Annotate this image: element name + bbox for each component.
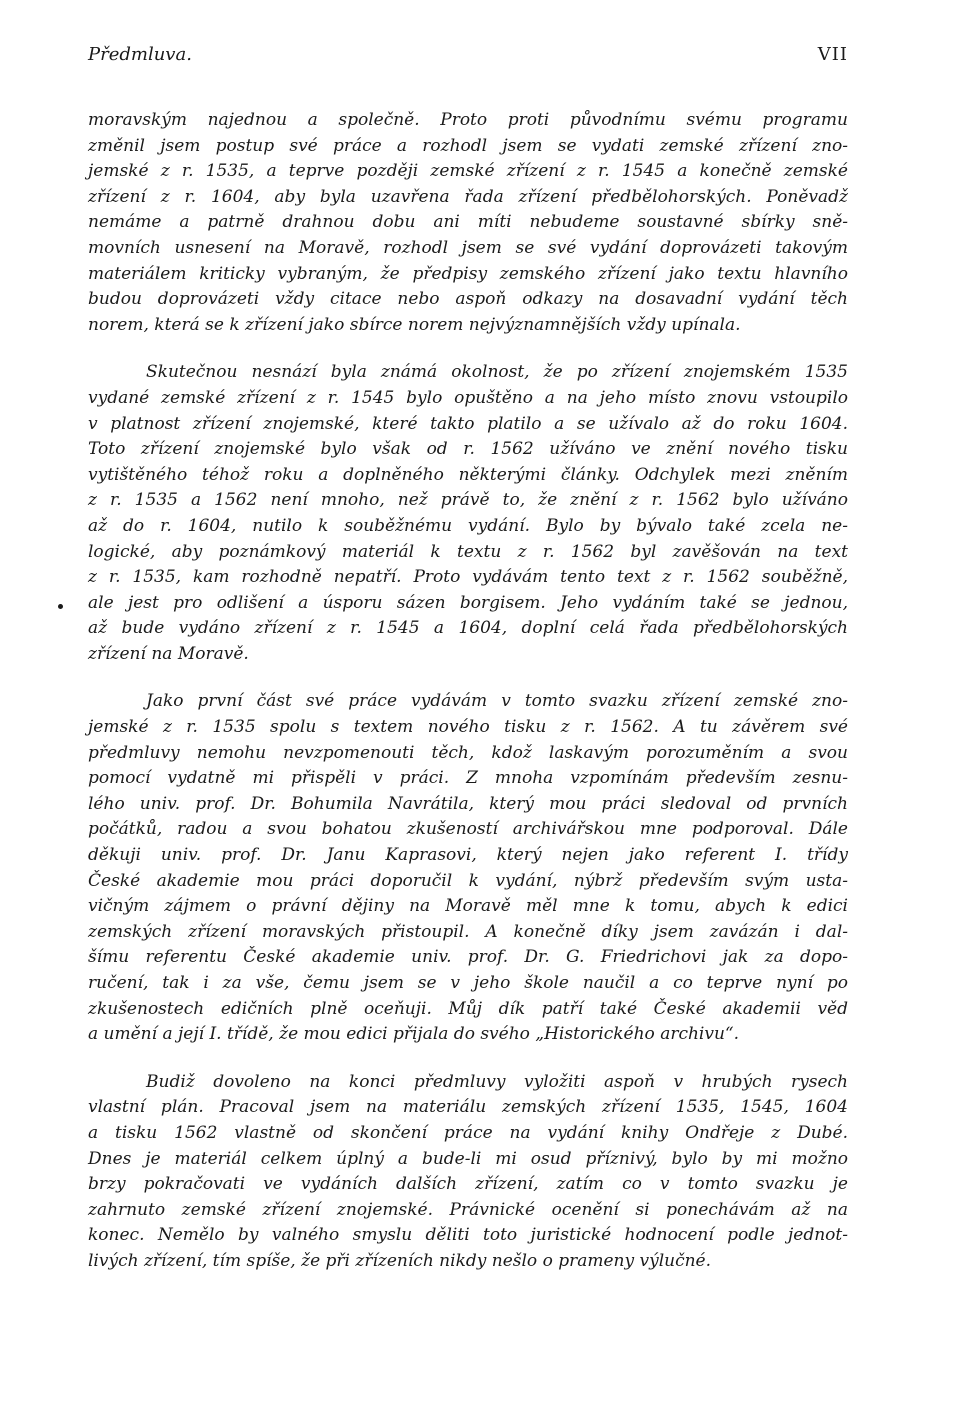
paragraph: [88, 108, 848, 338]
paragraph-gap: [88, 1048, 848, 1070]
text-line: budou doprovázeti vždy citace nebo aspoň odkazy na dosavadní vydání těch: [88, 289, 848, 310]
book-page: [88, 0, 848, 1425]
margin-mark: [58, 604, 63, 609]
text-line: vydané zemské zřízení z r. 1545 bylo opuštěno a na jeho místo znovu vstoupilo: [88, 387, 848, 408]
text-line: České akademie mou práci doporučil k vydání, nýbrž především svým usta-: [88, 870, 848, 891]
text-line: zahrnuto zemské zřízení znojemské. Právnické ocenění si ponechávám až na: [88, 1199, 848, 1220]
paragraph-gap: [88, 338, 848, 360]
text-line: vytištěného téhož roku a doplněného některými články. Odchylek mezi zněním: [88, 464, 848, 485]
text-line: livých zřízení, tím spíše, že při zřízeních nikdy nešlo o prameny výlučné.: [88, 1250, 712, 1271]
paragraph: [88, 360, 848, 667]
text-line: ručení, tak i za vše, čemu jsem se v jeho škole naučil a co teprve nyní po: [88, 973, 848, 993]
text-line: v platnost zřízení znojemské, které takto platilo a se užívalo až do roku 1604.: [88, 413, 848, 434]
text-line: ale jest pro odlišení a úsporu sázen borgisem. Jeho vydáním také se jednou,: [88, 592, 848, 613]
text-line: jemské z r. 1535 spolu s textem nového tisku z r. 1562. A tu závěrem své: [88, 717, 848, 738]
paragraph-gap: [88, 667, 848, 689]
paragraph: [88, 1070, 848, 1275]
text-line: předmluvy nemohu nevzpomenouti těch, kdož laskavým porozuměním a svou: [88, 742, 848, 763]
running-title: Předmluva.: [88, 44, 192, 65]
text-line: konec. Nemělo by valného smyslu děliti toto juristické hodnocení podle jednot-: [88, 1225, 848, 1246]
text-line: zřízení na Moravě.: [88, 643, 249, 664]
text-line: materiálem kriticky vybraným, že předpisy zemského zřízení jako textu hlavního: [88, 263, 848, 284]
running-head: [88, 44, 848, 72]
text-line: jemské z r. 1535, a teprve později zemské zřízení z r. 1545 a konečně zemské: [88, 161, 848, 182]
text-line: zkušenostech edičních plně oceňuji. Můj dík patří také České akademii věd: [88, 998, 848, 1019]
text-line: změnil jsem postup své práce a rozhodl jsem se vydati zemské zřízení zno-: [88, 135, 848, 156]
text-line: nemáme a patrně drahnou dobu ani míti nebudeme soustavné sbírky sně-: [88, 212, 848, 233]
page-number: VII: [817, 44, 848, 65]
text-line: vlastní plán. Pracoval jsem na materiálu zemských zřízení 1535, 1545, 1604: [88, 1097, 848, 1118]
text-line: logické, aby poznámkový materiál k textu z r. 1562 byl zavěšován na text: [88, 541, 848, 562]
text-line: počátků, radou a svou bohatou zkušeností archivářskou mne podporoval. Dále: [88, 819, 848, 840]
text-line: Skutečnou nesnází byla známá okolnost, že po zřízení znojemském 1535: [146, 362, 848, 383]
text-line: Budiž dovoleno na konci předmluvy vyložiti aspoň v hrubých rysech: [146, 1071, 848, 1092]
text-line: děkuji univ. prof. Dr. Janu Kaprasovi, který nejen jako referent I. třídy: [88, 845, 848, 866]
text-line: pomocí vydatně mi přispěli v práci. Z mnoha vzpomínám především zesnu-: [88, 768, 848, 789]
text-line: norem, která se k zřízení jako sbírce norem nejvýznamnějších vždy upínala.: [88, 314, 741, 335]
text-line: šímu referentu České akademie univ. prof. Dr. G. Friedrichovi jak za dopo-: [88, 947, 848, 968]
text-line: Toto zřízení znojemské bylo však od r. 1562 užíváno ve znění nového tisku: [88, 439, 848, 460]
text-line: Dnes je materiál celkem úplný a bude-li mi osud příznivý, bylo by mi možno: [88, 1148, 848, 1169]
text-line: až do r. 1604, nutilo k souběžnému vydání. Bylo by bývalo také zcela ne-: [88, 515, 848, 536]
text-line: zemských zřízení moravských přistoupil. A konečně díky jsem zavázán i dal-: [88, 921, 848, 942]
text-line: z r. 1535, kam rozhodně nepatří. Proto vydávám tento text z r. 1562 souběžně,: [88, 567, 848, 588]
text-line: vičným zájmem o právní dějiny na Moravě měl mne k tomu, abych k edici: [88, 896, 848, 917]
paragraph: [88, 689, 848, 1047]
text-line: zřízení z r. 1604, aby byla uzavřena řada zřízení předbělohorských. Poněvadž: [88, 186, 848, 207]
text-line: lého univ. prof. Dr. Bohumila Navrátila, který mou práci sledoval od prvních: [88, 793, 848, 814]
text-line: movních usnesení na Moravě, rozhodl jsem se své vydání doprovázeti takovým: [88, 237, 848, 258]
text-line: brzy pokračovati ve vydáních dalších zřízení, zatím co v tomto svazku je: [88, 1174, 848, 1195]
text-line: z r. 1535 a 1562 není mnoho, než právě to, že znění z r. 1562 bylo užíváno: [88, 490, 848, 511]
body-text: [88, 108, 848, 1275]
text-line: Jako první část své práce vydávám v tomto svazku zřízení zemské zno-: [146, 691, 848, 712]
text-line: moravským najednou a společně. Proto proti původnímu svému programu: [88, 110, 848, 130]
text-line: a tisku 1562 vlastně od skončení práce na vydání knihy Ondřeje z Dubé.: [88, 1122, 848, 1143]
text-line: až bude vydáno zřízení z r. 1545 a 1604, doplní celá řada předbělohorských: [88, 618, 848, 639]
text-line: a umění a její I. třídě, že mou edici přijala do svého „Historického archivu“.: [88, 1024, 740, 1045]
